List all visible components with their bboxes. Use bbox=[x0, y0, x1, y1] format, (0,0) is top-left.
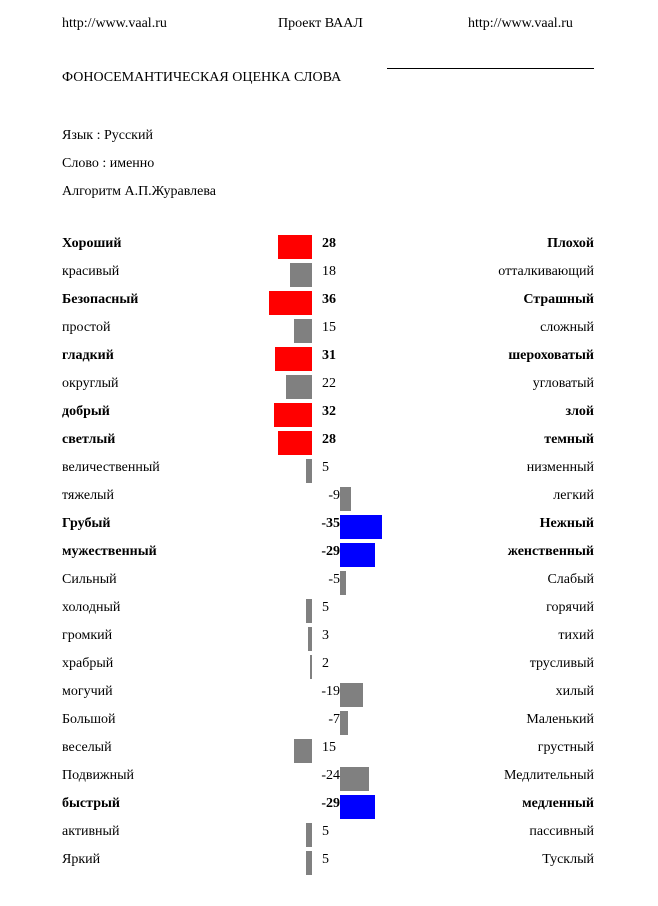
scale-row bbox=[0, 736, 658, 764]
scale-bar bbox=[275, 347, 312, 371]
scale-right-label: Тусклый bbox=[542, 852, 594, 867]
scale-right-label: горячий bbox=[546, 600, 594, 615]
scale-row bbox=[0, 400, 658, 428]
scale-right-label: тихий bbox=[558, 628, 594, 643]
scale-left-label: холодный bbox=[62, 600, 121, 615]
scale-left-label: могучий bbox=[62, 684, 113, 699]
scale-row bbox=[0, 568, 658, 596]
scale-bar bbox=[310, 655, 312, 679]
scale-right-label: пассивный bbox=[529, 824, 594, 839]
scale-bar bbox=[308, 627, 312, 651]
scale-right-label: Страшный bbox=[523, 292, 594, 307]
scale-row bbox=[0, 848, 658, 876]
scale-row bbox=[0, 288, 658, 316]
scale-bar bbox=[294, 739, 312, 763]
scale-right-label: медленный bbox=[522, 796, 594, 811]
header-right-url: http://www.vaal.ru bbox=[468, 16, 573, 31]
scale-left-label: красивый bbox=[62, 264, 120, 279]
scale-right-label: женственный bbox=[507, 544, 594, 559]
scale-left-label: округлый bbox=[62, 376, 119, 391]
scale-value: 3 bbox=[322, 628, 329, 643]
scale-value: -19 bbox=[321, 684, 340, 699]
scale-left-label: добрый bbox=[62, 404, 110, 419]
scale-row bbox=[0, 372, 658, 400]
scale-row bbox=[0, 764, 658, 792]
scale-left-label: быстрый bbox=[62, 796, 120, 811]
scale-right-label: Медлительный bbox=[504, 768, 594, 783]
scale-value: -9 bbox=[328, 488, 340, 503]
scale-row bbox=[0, 624, 658, 652]
document-title: ФОНОСЕМАНТИЧЕСКАЯ ОЦЕНКА СЛОВА bbox=[62, 70, 342, 85]
title-rule bbox=[387, 68, 594, 69]
scale-value: 5 bbox=[322, 824, 329, 839]
scale-right-label: злой bbox=[565, 404, 594, 419]
word-line: Слово : именно bbox=[62, 156, 155, 171]
scale-bar bbox=[340, 683, 363, 707]
scale-row bbox=[0, 652, 658, 680]
scale-right-label: сложный bbox=[540, 320, 594, 335]
algorithm-line: Алгоритм А.П.Журавлева bbox=[62, 184, 217, 199]
scale-right-label: хилый bbox=[555, 684, 594, 699]
scale-row bbox=[0, 260, 658, 288]
scale-left-label: мужественный bbox=[62, 544, 157, 559]
scale-right-label: легкий bbox=[553, 488, 594, 503]
scale-value: -24 bbox=[321, 768, 340, 783]
scale-right-label: Слабый bbox=[547, 572, 594, 587]
scale-bar bbox=[274, 403, 312, 427]
scale-left-label: веселый bbox=[62, 740, 112, 755]
scale-row bbox=[0, 316, 658, 344]
scale-bar bbox=[294, 319, 312, 343]
scale-right-label: отталкивающий bbox=[498, 264, 594, 279]
scale-row bbox=[0, 456, 658, 484]
scale-right-label: грустный bbox=[537, 740, 594, 755]
scale-right-label: трусливый bbox=[529, 656, 594, 671]
scale-bar bbox=[269, 291, 312, 315]
scale-left-label: Безопасный bbox=[62, 292, 139, 307]
scale-right-label: низменный bbox=[526, 460, 594, 475]
scale-bar bbox=[306, 851, 312, 875]
scale-value: 5 bbox=[322, 600, 329, 615]
scale-value: 5 bbox=[322, 852, 329, 867]
scale-bar bbox=[286, 375, 312, 399]
scale-right-label: темный bbox=[544, 432, 594, 447]
scale-row bbox=[0, 596, 658, 624]
scale-row bbox=[0, 540, 658, 568]
scale-left-label: светлый bbox=[62, 432, 116, 447]
scale-value: 15 bbox=[322, 740, 336, 755]
scale-bar bbox=[340, 515, 382, 539]
scale-bar bbox=[340, 571, 346, 595]
scale-row bbox=[0, 428, 658, 456]
scale-right-label: Плохой bbox=[547, 236, 594, 251]
scale-right-label: Маленький bbox=[526, 712, 594, 727]
scale-value: 31 bbox=[322, 348, 336, 363]
scale-row bbox=[0, 680, 658, 708]
scale-value: 36 bbox=[322, 292, 336, 307]
scale-bar bbox=[340, 767, 369, 791]
scale-left-label: тяжелый bbox=[62, 488, 114, 503]
scale-value: 28 bbox=[322, 432, 336, 447]
scale-bar bbox=[306, 599, 312, 623]
scale-left-label: Яркий bbox=[62, 852, 101, 867]
scale-bar bbox=[340, 711, 348, 735]
scale-value: 2 bbox=[322, 656, 329, 671]
scale-row bbox=[0, 708, 658, 736]
language-line: Язык : Русский bbox=[62, 128, 153, 143]
scale-right-label: угловатый bbox=[532, 376, 594, 391]
scale-left-label: простой bbox=[62, 320, 111, 335]
scale-left-label: Большой bbox=[62, 712, 116, 727]
scale-value: -5 bbox=[328, 572, 340, 587]
scale-row bbox=[0, 820, 658, 848]
scale-value: 32 bbox=[322, 404, 336, 419]
scale-right-label: шероховатый bbox=[508, 348, 594, 363]
scale-value: 15 bbox=[322, 320, 336, 335]
scale-bar bbox=[340, 487, 351, 511]
scale-bar bbox=[278, 431, 312, 455]
scale-value: 5 bbox=[322, 460, 329, 475]
scales-chart bbox=[0, 232, 658, 876]
header-project-title: Проект ВААЛ bbox=[278, 16, 363, 31]
scale-left-label: Подвижный bbox=[62, 768, 134, 783]
scale-bar bbox=[340, 543, 375, 567]
scale-left-label: храбрый bbox=[62, 656, 114, 671]
scale-row bbox=[0, 484, 658, 512]
scale-left-label: активный bbox=[62, 824, 120, 839]
scale-value: -7 bbox=[328, 712, 340, 727]
scale-bar bbox=[290, 263, 312, 287]
scale-bar bbox=[340, 795, 375, 819]
scale-value: -29 bbox=[321, 544, 340, 559]
scale-left-label: Сильный bbox=[62, 572, 117, 587]
scale-value: 18 bbox=[322, 264, 336, 279]
scale-left-label: гладкий bbox=[62, 348, 114, 363]
scale-left-label: громкий bbox=[62, 628, 113, 643]
scale-value: 28 bbox=[322, 236, 336, 251]
scale-bar bbox=[278, 235, 312, 259]
scale-row bbox=[0, 792, 658, 820]
header-left-url: http://www.vaal.ru bbox=[62, 16, 167, 31]
scale-row bbox=[0, 232, 658, 260]
scale-left-label: Хороший bbox=[62, 236, 122, 251]
scale-right-label: Нежный bbox=[539, 516, 594, 531]
scale-left-label: Грубый bbox=[62, 516, 111, 531]
scale-value: 22 bbox=[322, 376, 336, 391]
scale-bar bbox=[306, 823, 312, 847]
scale-bar bbox=[306, 459, 312, 483]
scale-row bbox=[0, 344, 658, 372]
scale-value: -29 bbox=[321, 796, 340, 811]
scale-value: -35 bbox=[321, 516, 340, 531]
scale-row bbox=[0, 512, 658, 540]
scale-left-label: величественный bbox=[62, 460, 160, 475]
